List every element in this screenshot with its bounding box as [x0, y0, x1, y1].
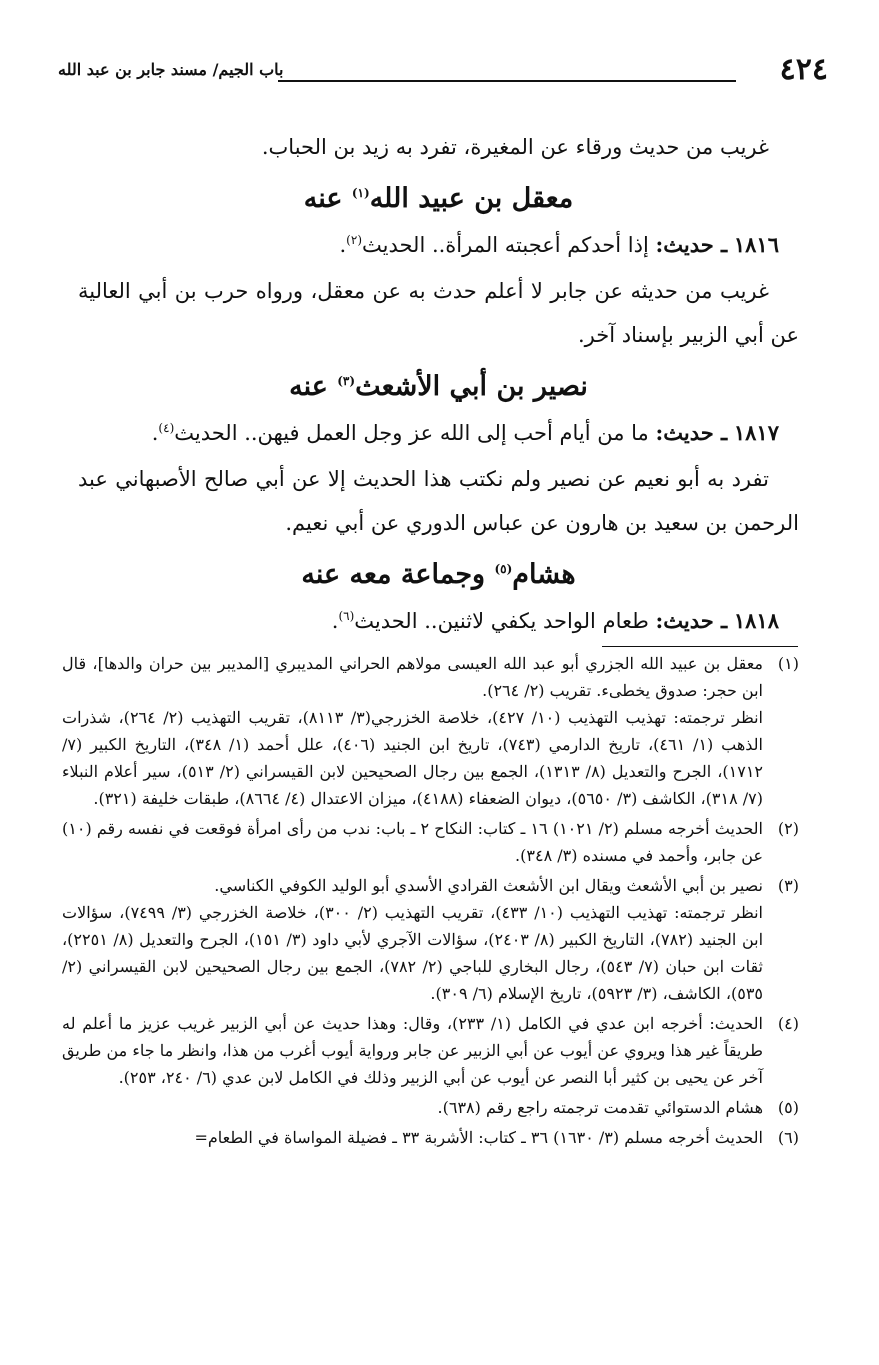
footnote [62, 872, 799, 1007]
footnote [62, 1010, 799, 1091]
footnote-body [62, 650, 763, 812]
hadith-end: . [151, 421, 159, 445]
hadith-text: طعام الواحد يكفي لاثنين.. الحديث [354, 609, 649, 633]
footnote-body [62, 1094, 763, 1121]
heading-suffix: وجماعة معه عنه [301, 559, 486, 590]
hadith-entry [78, 411, 799, 455]
footnote-ref[interactable]: (١) [351, 186, 370, 200]
hadith-number: ١٨١٨ [733, 608, 779, 633]
footnote [62, 815, 799, 869]
hadith-end: . [339, 233, 347, 257]
main-text [78, 125, 799, 645]
footnote-body [62, 1010, 763, 1091]
hadith-number: ١٨١٦ [733, 232, 779, 257]
footnotes [62, 650, 799, 1154]
footnote-ref[interactable]: (٣) [337, 374, 356, 388]
hadith-entry [78, 223, 799, 267]
narrator-name: هشام [512, 559, 576, 590]
footnote-ref[interactable]: (٢) [346, 233, 362, 247]
footnote-mark: (٥) [777, 1098, 799, 1117]
footnote-paragraph: الحديث أخرجه مسلم (٣/ ١٦٣٠) ٣٦ ـ كتاب: الأشربة ٣٣ ـ فضيلة المواساة في الطعام= [194, 1128, 763, 1147]
footnote-paragraph: معقل بن عبيد الله الجزري أبو عبد الله العيسى مولاهم الحراني المديبري [المديبر بين حران والدها]، قال ابن حجر: صدوق يخطىء. تقريب (٢/ ٢٦٤). [62, 654, 763, 700]
footnote-ref[interactable]: (٦) [338, 609, 355, 623]
footnote-paragraph: انظر ترجمته: تهذيب التهذيب (١٠/ ٤٢٧)، خلاصة الخزرجي(٣/ ٨١١٣)، تقريب التهذيب (٢/ ٢٦٤)، شذرات الذهب (١/ ٤٦١)، تاريخ الدارمي (٧٤٣)، تاريخ ابن الجنيد (٤٠٦)، علل أحمد (١/ ٣٤٨)، التاريخ الكبير (٧/ ١٧١٢)، الجرح والتعديل (٨/ ١٣١٣)، الجمع بين رجال الصحيحين لابن القيسراني (٢/ ٥١٣)، سير أعلام النبلاء (٧/ ٣١٨)، الكاشف (٣/ ٥٦٥٠)، ديوان الضعفاء (٤١٨٨)، ميزان الاعتدال (٤/ ٨٦٦٤)، طبقات خليفة (٣٢١). [62, 708, 764, 808]
narrator-name: نصير بن أبي الأشعث [355, 371, 588, 402]
heading-suffix: عنه [289, 371, 328, 402]
hadith-keyword: ـ حديث: [655, 420, 728, 445]
footnote [62, 1124, 799, 1151]
hadith-entry [78, 599, 799, 643]
footnote-paragraph: الحديث: أخرجه ابن عدي في الكامل (١/ ٢٣٣)، وقال: وهذا حديث عن أبي الزبير غريب عزيز ما أعلم له طريقاً غير هذا ويروي عن أيوب عن أبي الزبير عن جابر ورواية أيوب أغرب من هذا، وانظر ما جاء من طريق آخر عن يحيى بن كثير أبا النصر عن أيوب عن أبي الزبير وذلك في الكامل لابن عدي (٦/ ٢٤٠، ٢٥٣). [62, 1014, 763, 1087]
footnote-ref[interactable]: (٥) [494, 562, 513, 576]
footnote-mark: (٣) [777, 876, 799, 895]
hadith-text: إذا أحدكم أعجبته المرأة.. الحديث [362, 233, 649, 257]
footnote-body [62, 815, 763, 869]
footnote-paragraph: نصير بن أبي الأشعث ويقال ابن الأشعث القرادي الأسدي أبو الوليد الكوفي الكناسي. [214, 876, 763, 895]
commentary-paragraph: تفرد به أبو نعيم عن نصير ولم نكتب هذا الحديث إلا عن أبي صالح الأصبهاني عبد الرحمن بن سعيد بن هارون عن عباس الدوري عن أبي نعيم. [78, 467, 799, 535]
intro-paragraph: غريب من حديث ورقاء عن المغيرة، تفرد به زيد بن الحباب. [261, 135, 769, 159]
narrator-heading [78, 365, 799, 409]
footnote-ref[interactable]: (٤) [158, 421, 175, 435]
footnote-mark: (١) [777, 654, 799, 673]
footnote-paragraph: انظر ترجمته: تهذيب التهذيب (١٠/ ٤٣٣)، تقريب التهذيب (٢/ ٣٠٠)، خلاصة الخزرجي (٣/ ٧٤٩٩)، سؤالات ابن الجنيد (٧٨٢)، التاريخ الكبير (٨/ ٢٤٠٣)، سؤالات الآجري لأبي داود (٣/ ١٥١)، الجرح والتعديل (٨/ ٢٢٥١)، ثقات ابن حبان (٧/ ٥٤٣)، رجال البخاري للباجي (٢/ ٧٨٢)، الجمع بين رجال الصحيحين لابن القيسراني (٢/ ٥٣٥)، الكاشف، (٣/ ٥٩٢٣)، تاريخ الإسلام (٦/ ٣٠٩). [62, 903, 764, 1003]
running-title: باب الجيم/ مسند جابر بن عبد الله [58, 60, 284, 79]
narrator-name: معقل بن عبيد الله [369, 183, 574, 214]
footnote-separator [602, 646, 798, 647]
hadith-end: . [331, 609, 339, 633]
hadith-keyword: ـ حديث: [655, 608, 728, 633]
narrator-heading [78, 553, 799, 597]
page-number: ٤٢٤ [779, 52, 828, 87]
footnote-paragraph: الحديث أخرجه مسلم (٢/ ١٠٢١) ١٦ ـ كتاب: النكاح ٢ ـ باب: ندب من رأى امرأة فوقعت في نفسه رقم (١٠) عن جابر، وأحمد في مسنده (٣/ ٣٤٨). [62, 819, 764, 865]
footnote-mark: (٦) [777, 1128, 799, 1147]
footnote-body [62, 1124, 763, 1151]
hadith-keyword: ـ حديث: [655, 232, 728, 257]
footnote-mark: (٤) [777, 1014, 799, 1033]
commentary-paragraph: غريب من حديثه عن جابر لا أعلم حدث به عن معقل، ورواه حرب بن أبي العالية عن أبي الزبير بإسناد آخر. [78, 279, 799, 347]
header-rule [278, 80, 736, 82]
footnote [62, 650, 799, 812]
heading-suffix: عنه [303, 183, 343, 214]
hadith-number: ١٨١٧ [733, 420, 779, 445]
hadith-text: ما من أيام أحب إلى الله عز وجل العمل فيهن.. الحديث [174, 421, 649, 445]
footnote-paragraph: هشام الدستوائي تقدمت ترجمته راجع رقم (٦٣٨). [437, 1098, 763, 1117]
narrator-heading [78, 177, 799, 221]
running-header [58, 52, 828, 88]
footnote-mark: (٢) [777, 819, 799, 838]
footnote-body [62, 872, 763, 1007]
footnote [62, 1094, 799, 1121]
